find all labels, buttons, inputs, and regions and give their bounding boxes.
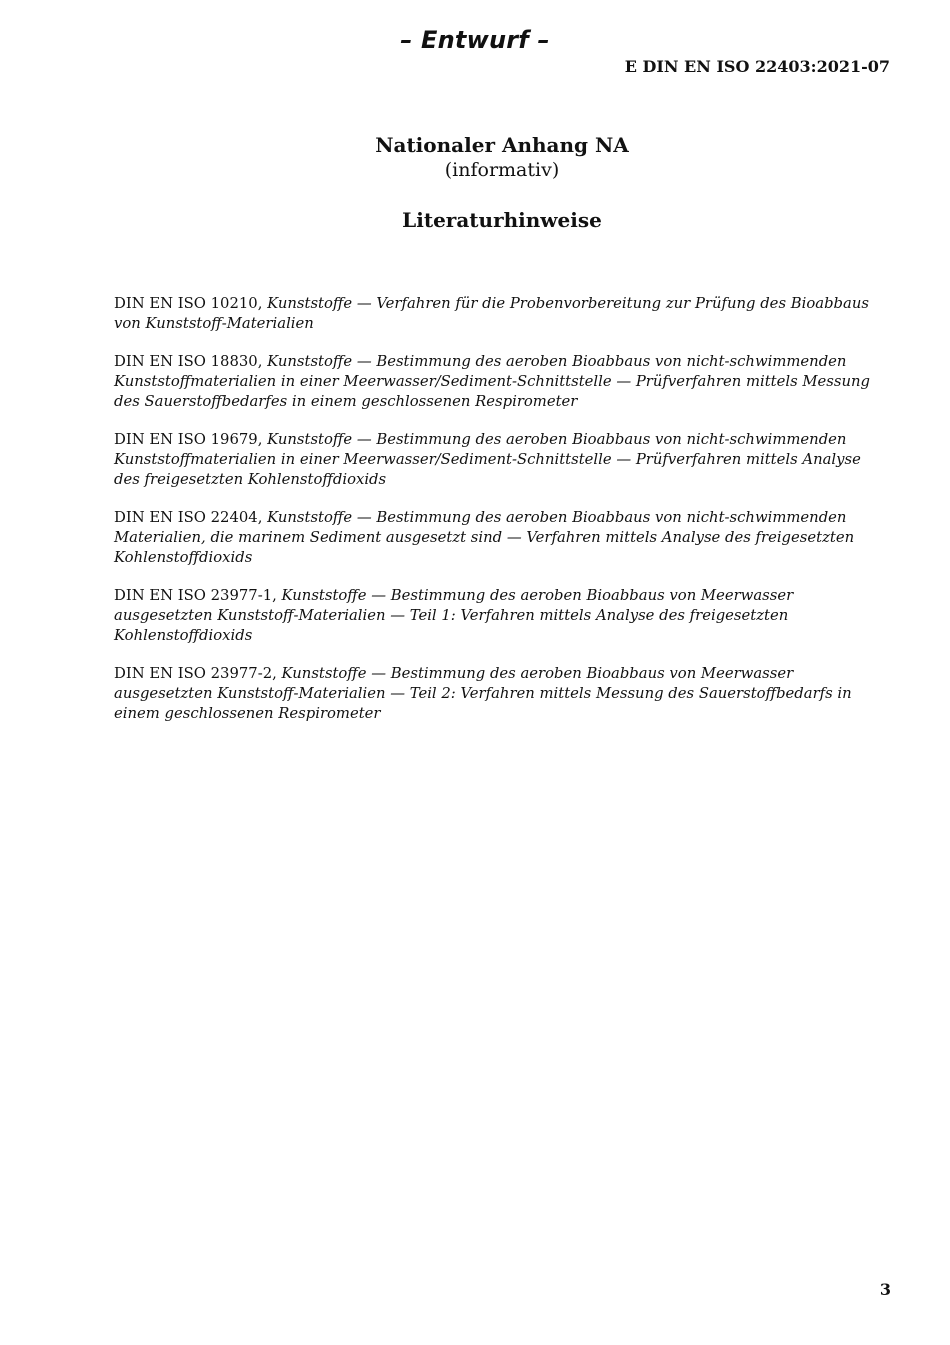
reference-standard: DIN EN ISO 10210, bbox=[114, 295, 268, 312]
reference-item bbox=[114, 430, 884, 489]
page-number: 3 bbox=[879, 1280, 891, 1299]
reference-title: Kunststoffe — Bestimmung des aeroben Bioabbaus von Meerwasser ausgesetzten Kunststoff-Materialien — Teil 1: Verfahren mittels Analyse des freigesetzten Kohlenstoffdioxids bbox=[114, 587, 794, 644]
reference-item bbox=[114, 586, 884, 645]
reference-title: Kunststoffe — Bestimmung des aeroben Bioabbaus von nicht-schwimmenden Materialien, die marinem Sediment ausgesetzt sind — Verfahren mittels Analyse des freigesetzten Kohlenstoffdioxids bbox=[114, 509, 855, 566]
reference-standard: DIN EN ISO 19679, bbox=[114, 431, 268, 449]
annex-subtitle: (informativ) bbox=[444, 159, 560, 181]
annex-title: Nationaler Anhang NA bbox=[375, 133, 629, 157]
reference-item bbox=[114, 294, 884, 334]
reference-title: Kunststoffe — Bestimmung des aeroben Bioabbaus von Meerwasser ausgesetzten Kunststoff-Materialien — Teil 2: Verfahren mittels Messung des Sauerstoffbedarfs in einem geschlossenen Respirometer bbox=[114, 665, 852, 722]
reference-standard: DIN EN ISO 23977-1, bbox=[114, 587, 282, 605]
reference-title: Kunststoffe — Verfahren für die Probenvorbereitung zur Prüfung des Bioabbaus von Kunststoff-Materialien bbox=[114, 295, 869, 332]
section-heading: Literaturhinweise bbox=[402, 208, 602, 232]
reference-item bbox=[114, 352, 884, 411]
reference-standard: DIN EN ISO 18830, bbox=[114, 353, 268, 371]
reference-item bbox=[114, 664, 884, 723]
reference-title: Kunststoffe — Bestimmung des aeroben Bioabbaus von nicht-schwimmenden Kunststoffmaterialien in einer Meerwasser/Sediment-Schnittstelle — Prüfverfahren mittels Messung des Sauerstoffbedarfes in einem geschlossenen Respirometer bbox=[114, 353, 871, 410]
reference-standard: DIN EN ISO 23977-2, bbox=[114, 665, 282, 683]
document-id: E DIN EN ISO 22403:2021-07 bbox=[624, 57, 890, 76]
reference-list bbox=[114, 294, 884, 742]
reference-title: Kunststoffe — Bestimmung des aeroben Bioabbaus von nicht-schwimmenden Kunststoffmaterialien in einer Meerwasser/Sediment-Schnittstelle — Prüfverfahren mittels Analyse des freigesetzten Kohlenstoffdioxids bbox=[114, 431, 861, 488]
reference-standard: DIN EN ISO 22404, bbox=[114, 509, 268, 527]
reference-item bbox=[114, 508, 884, 567]
draft-label: – Entwurf – bbox=[400, 26, 550, 54]
